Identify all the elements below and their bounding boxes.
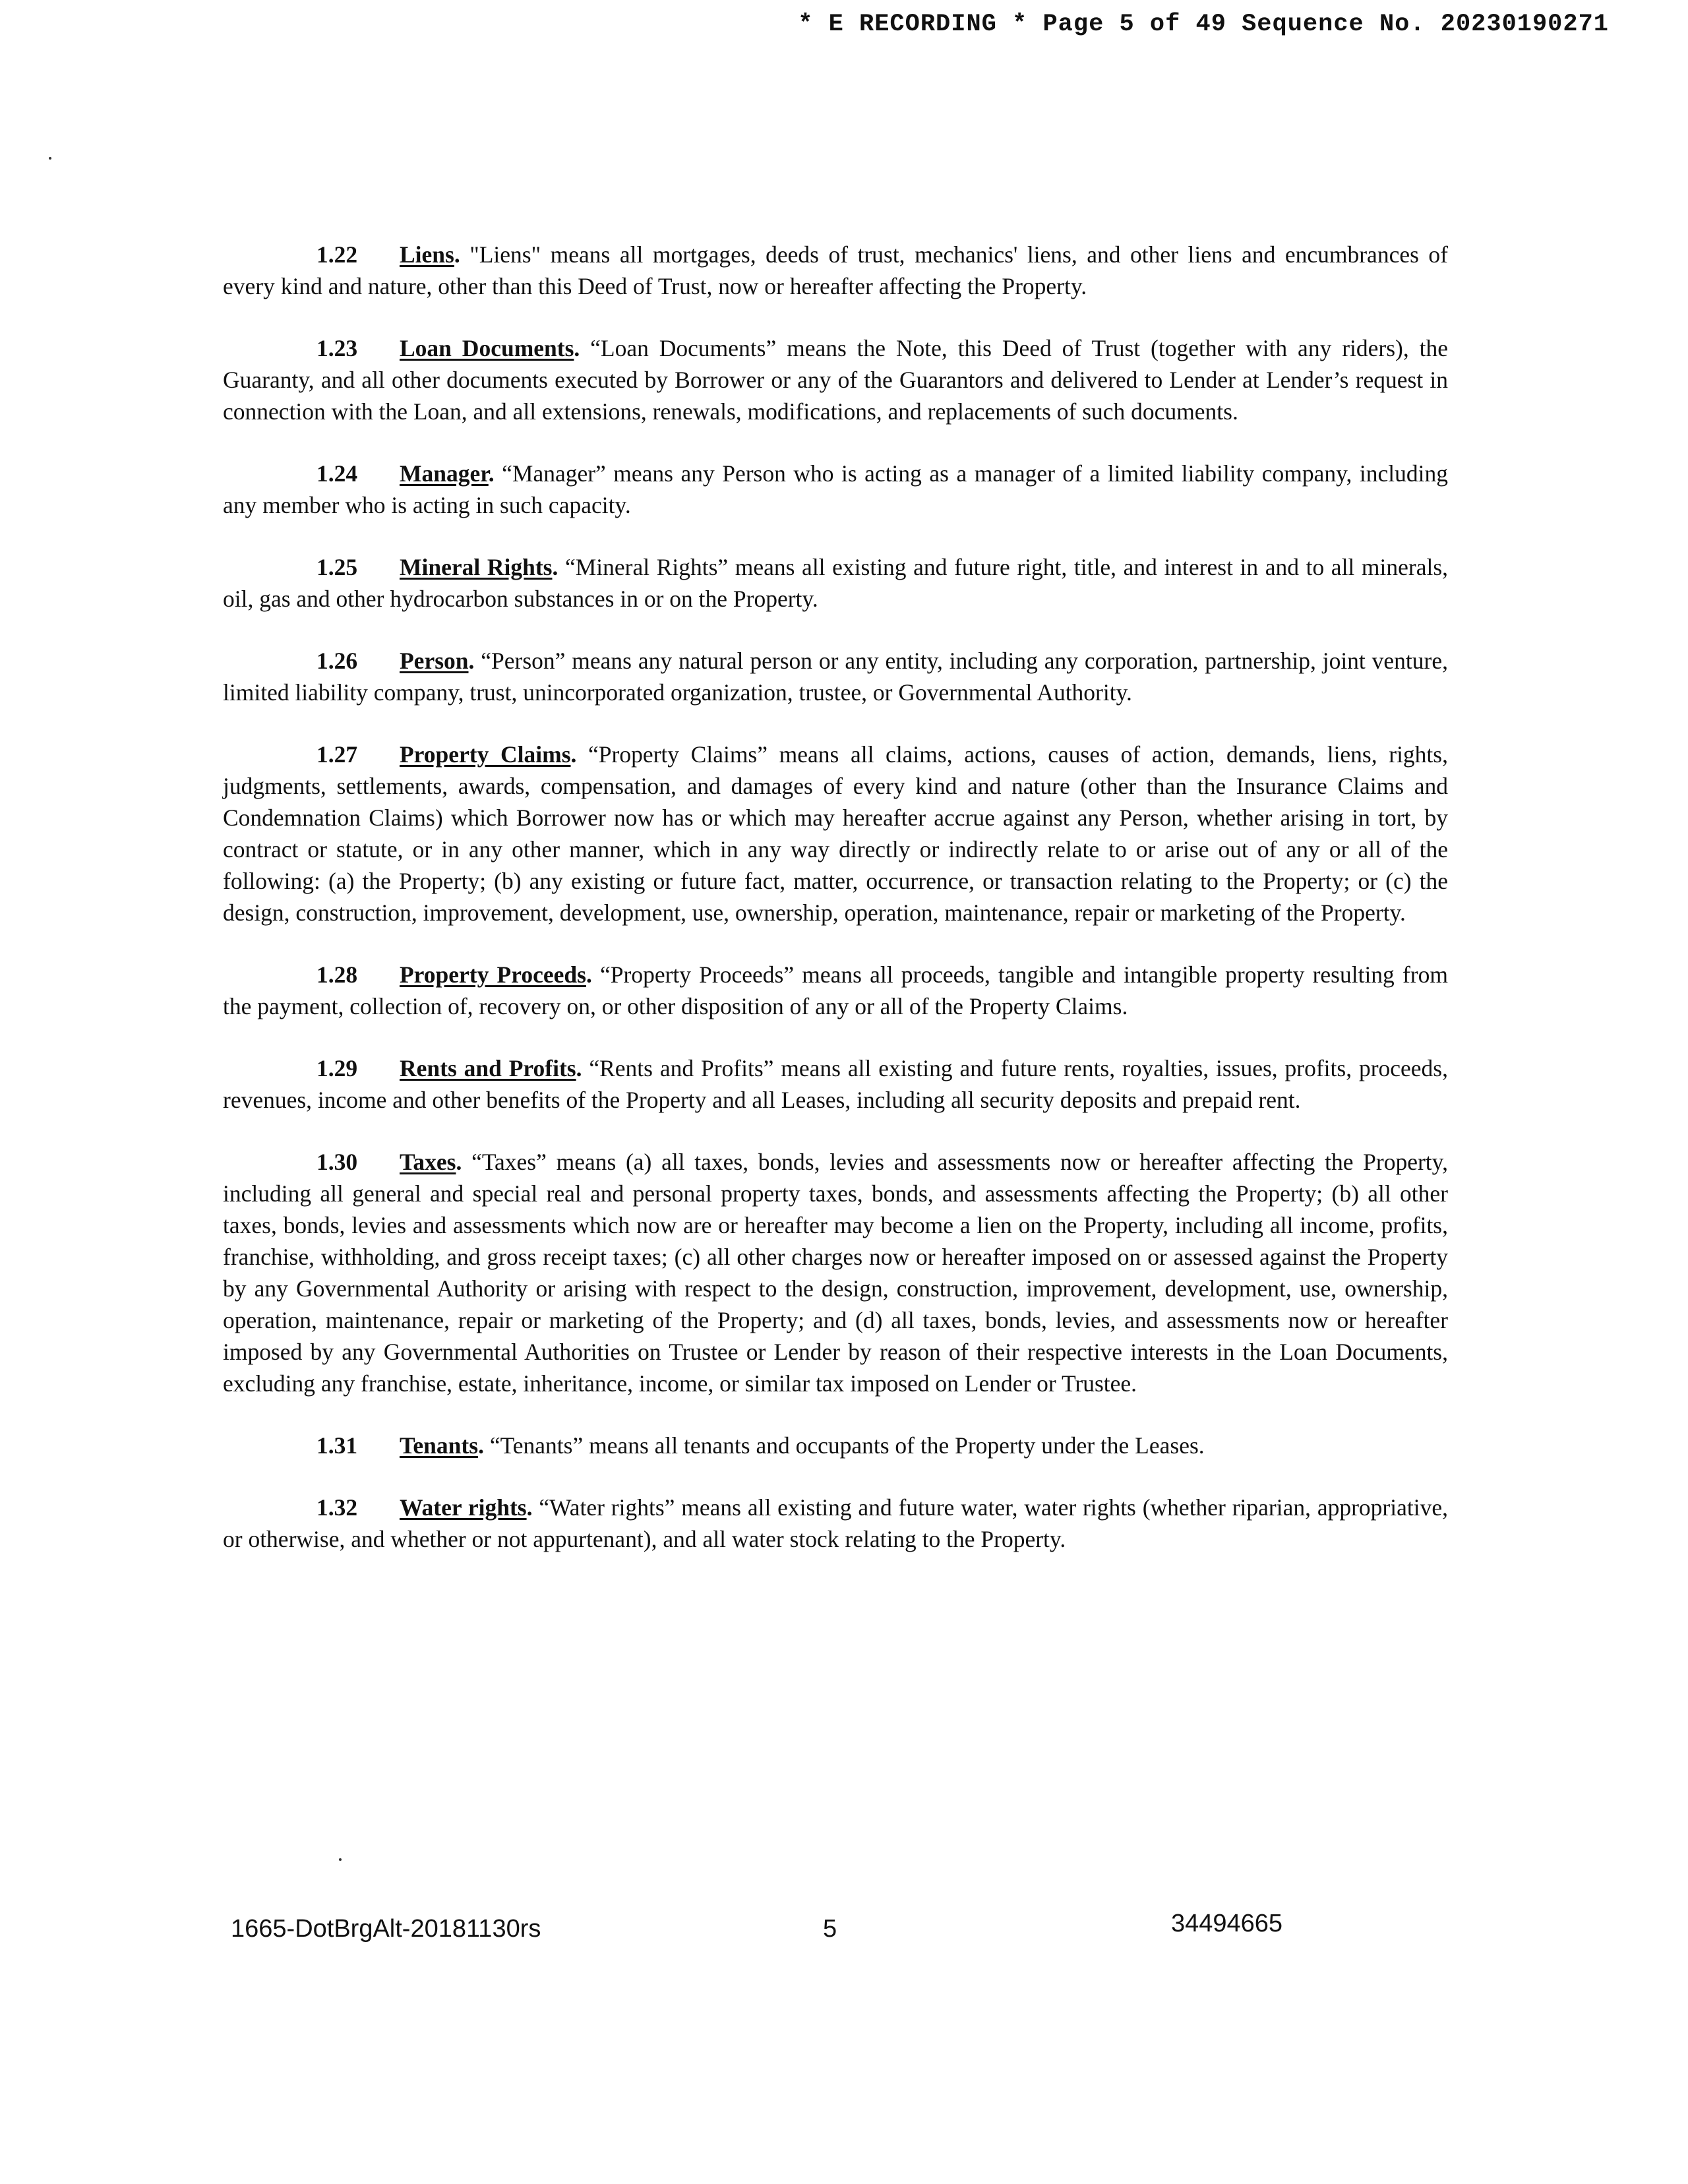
section-term: Rents and Profits bbox=[400, 1055, 576, 1081]
section-term: Taxes bbox=[400, 1149, 456, 1175]
section-text: “Property Claims” means all claims, actions, causes of action, demands, liens, rights, judgments, settlements, awards, compensation, and damages of every kind and nature (other than the Insurance Claims and Condemnation Claims) which Borrower now has or which may hereafter accrue against any Person, whether arising in tort, by contract or statute, or in any other manner, which in any way directly or indirectly relate to or arise out of any or all of the following: (a) the Property; (b) any existing or future fact, matter, occurrence, or transaction relating to the Property; or (c) the design, construction, improvement, development, use, ownership, operation, maintenance, repair or marketing of the Property. bbox=[223, 741, 1448, 926]
section-1-29: 1.29 Rents and Profits. “Rents and Profits” means all existing and future rents, royalties, issues, profits, proceeds, revenues, income and other benefits of the Property and all Leases, including all security deposits and prepaid rent. bbox=[223, 1052, 1448, 1116]
section-1-32: 1.32 Water rights. “Water rights” means all existing and future water, water rights (whether riparian, appropriative, or otherwise, and whether or not appurtenant), and all water stock relating to the Property. bbox=[223, 1492, 1448, 1555]
section-term: Tenants bbox=[400, 1432, 479, 1459]
section-number: 1.26 bbox=[316, 648, 358, 674]
section-number: 1.31 bbox=[316, 1432, 358, 1459]
section-text: “Manager” means any Person who is acting as a manager of a limited liability company, including any member who is acting in such capacity. bbox=[223, 460, 1448, 518]
section-1-23: 1.23 Loan Documents. “Loan Documents” means the Note, this Deed of Trust (together with any riders), the Guaranty, and all other documents executed by Borrower or any of the Guarantors and delivered to Lender at Lender’s request in connection with the Loan, and all extensions, renewals, modifications, and replacements of such documents. bbox=[223, 332, 1448, 427]
section-text: "Liens" means all mortgages, deeds of trust, mechanics' liens, and other liens and encumbrances of every kind and nature, other than this Deed of Trust, now or hereafter affecting the Property. bbox=[223, 241, 1448, 299]
section-number: 1.27 bbox=[316, 741, 358, 768]
section-term: Person bbox=[400, 648, 469, 674]
section-1-22: 1.22 Liens. "Liens" means all mortgages, deeds of trust, mechanics' liens, and other liens and encumbrances of every kind and nature, other than this Deed of Trust, now or hereafter affecting the Property. bbox=[223, 239, 1448, 302]
section-number: 1.22 bbox=[316, 241, 358, 268]
section-1-26: 1.26 Person. “Person” means any natural person or any entity, including any corporation, partnership, joint venture, limited liability company, trust, unincorporated organization, trustee, or Governmental Authority. bbox=[223, 645, 1448, 708]
section-1-24: 1.24 Manager. “Manager” means any Person who is acting as a manager of a limited liability company, including any member who is acting in such capacity. bbox=[223, 458, 1448, 521]
section-term: Loan Documents bbox=[400, 335, 574, 361]
section-1-31: 1.31 Tenants. “Tenants” means all tenants and occupants of the Property under the Leases. bbox=[223, 1430, 1448, 1461]
section-term: Property Claims bbox=[400, 741, 571, 768]
section-term: Water rights bbox=[400, 1494, 527, 1521]
section-1-25: 1.25 Mineral Rights. “Mineral Rights” means all existing and future right, title, and interest in and to all minerals, oil, gas and other hydrocarbon substances in or on the Property. bbox=[223, 551, 1448, 615]
recording-header: * E RECORDING * Page 5 of 49 Sequence No. 20230190271 bbox=[798, 11, 1609, 38]
scan-speck bbox=[49, 157, 51, 160]
section-1-28: 1.28 Property Proceeds. “Property Proceeds” means all proceeds, tangible and intangible property resulting from the payment, collection of, recovery on, or other disposition of any or all of the Property Claims. bbox=[223, 959, 1448, 1022]
definitions-body bbox=[223, 239, 1448, 1585]
section-term: Manager bbox=[400, 460, 489, 487]
section-1-30: 1.30 Taxes. “Taxes” means (a) all taxes, bonds, levies and assessments now or hereafter affecting the Property, including all general and special real and personal property taxes, bonds, and assessments affecting the Property; (b) all other taxes, bonds, levies and assessments which now are or hereafter may become a lien on the Property, including all income, profits, franchise, withholding, and gross receipt taxes; (c) all other charges now or hereafter imposed on or assessed against the Property by any Governmental Authority or arising with respect to the design, construction, improvement, development, use, ownership, operation, maintenance, repair or marketing of the Property; and (d) all taxes, bonds, levies, and assessments now or hereafter imposed by any Governmental Authorities on Trustee or Lender by reason of their respective interests in the Loan Documents, excluding any franchise, estate, inheritance, income, or similar tax imposed on Lender or Trustee. bbox=[223, 1146, 1448, 1399]
section-term: Mineral Rights bbox=[400, 554, 553, 580]
footer-doc-number: 34494665 bbox=[1171, 1910, 1283, 1937]
section-text: “Person” means any natural person or any entity, including any corporation, partnership, joint venture, limited liability company, trust, unincorporated organization, trustee, or Governmental Authority. bbox=[223, 648, 1448, 706]
section-text: “Taxes” means (a) all taxes, bonds, levies and assessments now or hereafter affecting the Property, including all general and special real and personal property taxes, bonds, and assessments affecting the Property; (b) all other taxes, bonds, levies and assessments which now are or hereafter may become a lien on the Property, including all income, profits, franchise, withholding, and gross receipt taxes; (c) all other charges now or hereafter imposed on or assessed against the Property by any Governmental Authority or arising with respect to the design, construction, improvement, development, use, ownership, operation, maintenance, repair or marketing of the Property; and (d) all taxes, bonds, levies, and assessments now or hereafter imposed by any Governmental Authorities on Trustee or Lender by reason of their respective interests in the Loan Documents, excluding any franchise, estate, inheritance, income, or similar tax imposed on Lender or Trustee. bbox=[223, 1149, 1448, 1397]
footer-doc-code: 1665-DotBrgAlt-20181130rs bbox=[231, 1915, 541, 1943]
footer-page-number: 5 bbox=[823, 1915, 837, 1943]
section-text: “Rents and Profits” means all existing and future rents, royalties, issues, profits, proceeds, revenues, income and other benefits of the Property and all Leases, including all security deposits and prepaid rent. bbox=[223, 1055, 1448, 1113]
section-text: “Mineral Rights” means all existing and future right, title, and interest in and to all minerals, oil, gas and other hydrocarbon substances in or on the Property. bbox=[223, 554, 1449, 612]
section-term: Liens bbox=[400, 241, 454, 268]
section-number: 1.30 bbox=[316, 1149, 358, 1175]
section-text: “Property Proceeds” means all proceeds, tangible and intangible property resulting from the payment, collection of, recovery on, or other disposition of any or all of the Property Claims. bbox=[223, 961, 1448, 1019]
section-text: “Tenants” means all tenants and occupants of the Property under the Leases. bbox=[483, 1432, 1205, 1459]
section-number: 1.32 bbox=[316, 1494, 358, 1521]
section-text: “Loan Documents” means the Note, this Deed of Trust (together with any riders), the Guaranty, and all other documents executed by Borrower or any of the Guarantors and delivered to Lender at Lender’s request in connection with the Loan, and all extensions, renewals, modifications, and replacements of such documents. bbox=[223, 335, 1448, 425]
section-term: Property Proceeds bbox=[400, 961, 586, 988]
page-footer bbox=[0, 1910, 1688, 1955]
section-number: 1.28 bbox=[316, 961, 358, 988]
section-text: “Water rights” means all existing and future water, water rights (whether riparian, appropriative, or otherwise, and whether or not appurtenant), and all water stock relating to the Property. bbox=[223, 1494, 1448, 1552]
section-number: 1.24 bbox=[316, 460, 358, 487]
scan-speck bbox=[339, 1858, 342, 1861]
section-1-27: 1.27 Property Claims. “Property Claims” means all claims, actions, causes of action, demands, liens, rights, judgments, settlements, awards, compensation, and damages of every kind and nature (other than the Insurance Claims and Condemnation Claims) which Borrower now has or which may hereafter accrue against any Person, whether arising in tort, by contract or statute, or in any other manner, which in any way directly or indirectly relate to or arise out of any or all of the following: (a) the Property; (b) any existing or future fact, matter, occurrence, or transaction relating to the Property; or (c) the design, construction, improvement, development, use, ownership, operation, maintenance, repair or marketing of the Property. bbox=[223, 739, 1448, 928]
section-number: 1.29 bbox=[316, 1055, 358, 1081]
section-number: 1.23 bbox=[316, 335, 358, 361]
section-number: 1.25 bbox=[316, 554, 358, 580]
